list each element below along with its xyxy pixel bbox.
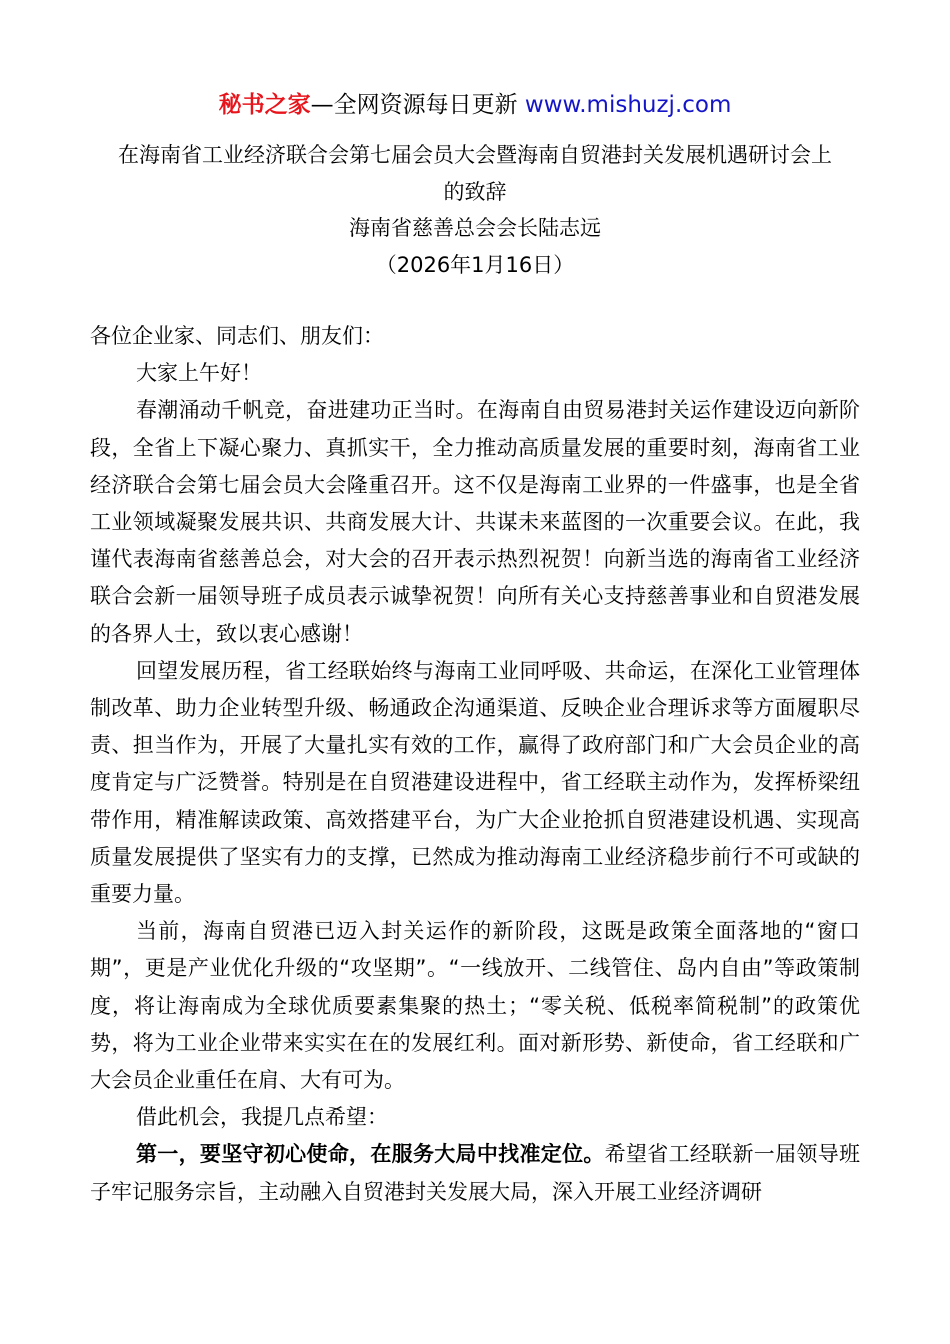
paragraph-4: 借此机会，我提几点希望： xyxy=(136,1105,388,1130)
site-banner xyxy=(0,88,950,122)
paragraph-5-text: 希望省工经联新一届领导班子牢记服务宗旨，主动融入自贸港封关发展大局，深入开展工业经济调研 xyxy=(90,1142,861,1204)
document-body xyxy=(90,318,860,1211)
paragraph-2: 回望发展历程，省工经联始终与海南工业同呼吸、共命运，在深化工业管理体制改革、助力企业转型升级、畅通政企沟通渠道、反映企业合理诉求等方面履职尽责、担当作为，开展了大量扎实有效的工作，赢得了政府部门和广大会员企业的高度肯定与广泛赞誉。特别是在自贸港建设进程中，省工经联主动作为，发挥桥梁纽带作用，精准解读政策、高效搭建平台，为广大企业抢抓自贸港建设机遇、实现高质量发展提供了坚实有力的支撑，已然成为推动海南工业经济稳步前行不可或缺的重要力量。 xyxy=(90,658,860,907)
banner-slogan: —全网资源每日更新 xyxy=(310,92,518,118)
greeting: 大家上午好！ xyxy=(136,361,262,386)
paragraph-1: 春潮涌动千帆竞，奋进建功正当时。在海南自由贸易港封关运作建设迈向新阶段，全省上下凝心聚力、真抓实干，全力推动高质量发展的重要时刻，海南省工业经济联合会第七届会员大会隆重召开。这不仅是海南工业界的一件盛事，也是全省工业领域凝聚发展共识、共商发展大计、共谋未来蓝图的一次重要会议。在此，我谨代表海南省慈善总会，对大会的召开表示热烈祝贺！向新当选的海南省工业经济联合会新一届领导班子成员表示诚挚祝贺！向所有关心支持慈善事业和自贸港发展的各界人士，致以衷心感谢！ xyxy=(90,398,860,646)
document-date: （2026年1月16日） xyxy=(375,253,575,278)
document-title-line-1: 在海南省工业经济联合会第七届会员大会暨海南自贸港封关发展机遇研讨会上 xyxy=(118,143,832,167)
paragraph-5 xyxy=(90,1136,860,1210)
document-header xyxy=(80,137,870,284)
paragraph-3: 当前，海南自贸港已迈入封关运作的新阶段，这既是政策全面落地的“窗口期”，更是产业优化升级的“攻坚期”。“一线放开、二线管住、岛内自由”等政策制度，将让海南成为全球优质要素集聚的热土；“零关税、低税率简税制”的政策优势，将为工业企业带来实实在在的发展红利。面对新形势、新使命，省工经联和广大会员企业重任在肩、大有可为。 xyxy=(90,919,860,1093)
salutation: 各位企业家、同志们、朋友们： xyxy=(90,324,384,348)
document-author: 海南省慈善总会会长陆志远 xyxy=(349,216,601,241)
site-url-link[interactable]: www.mishuzj.com xyxy=(524,92,732,118)
document-title-line-2: 的致辞 xyxy=(443,179,507,204)
brand-name: 秘书之家 xyxy=(218,92,311,118)
paragraph-5-heading: 第一，要坚守初心使命，在服务大局中找准定位。 xyxy=(136,1142,605,1167)
